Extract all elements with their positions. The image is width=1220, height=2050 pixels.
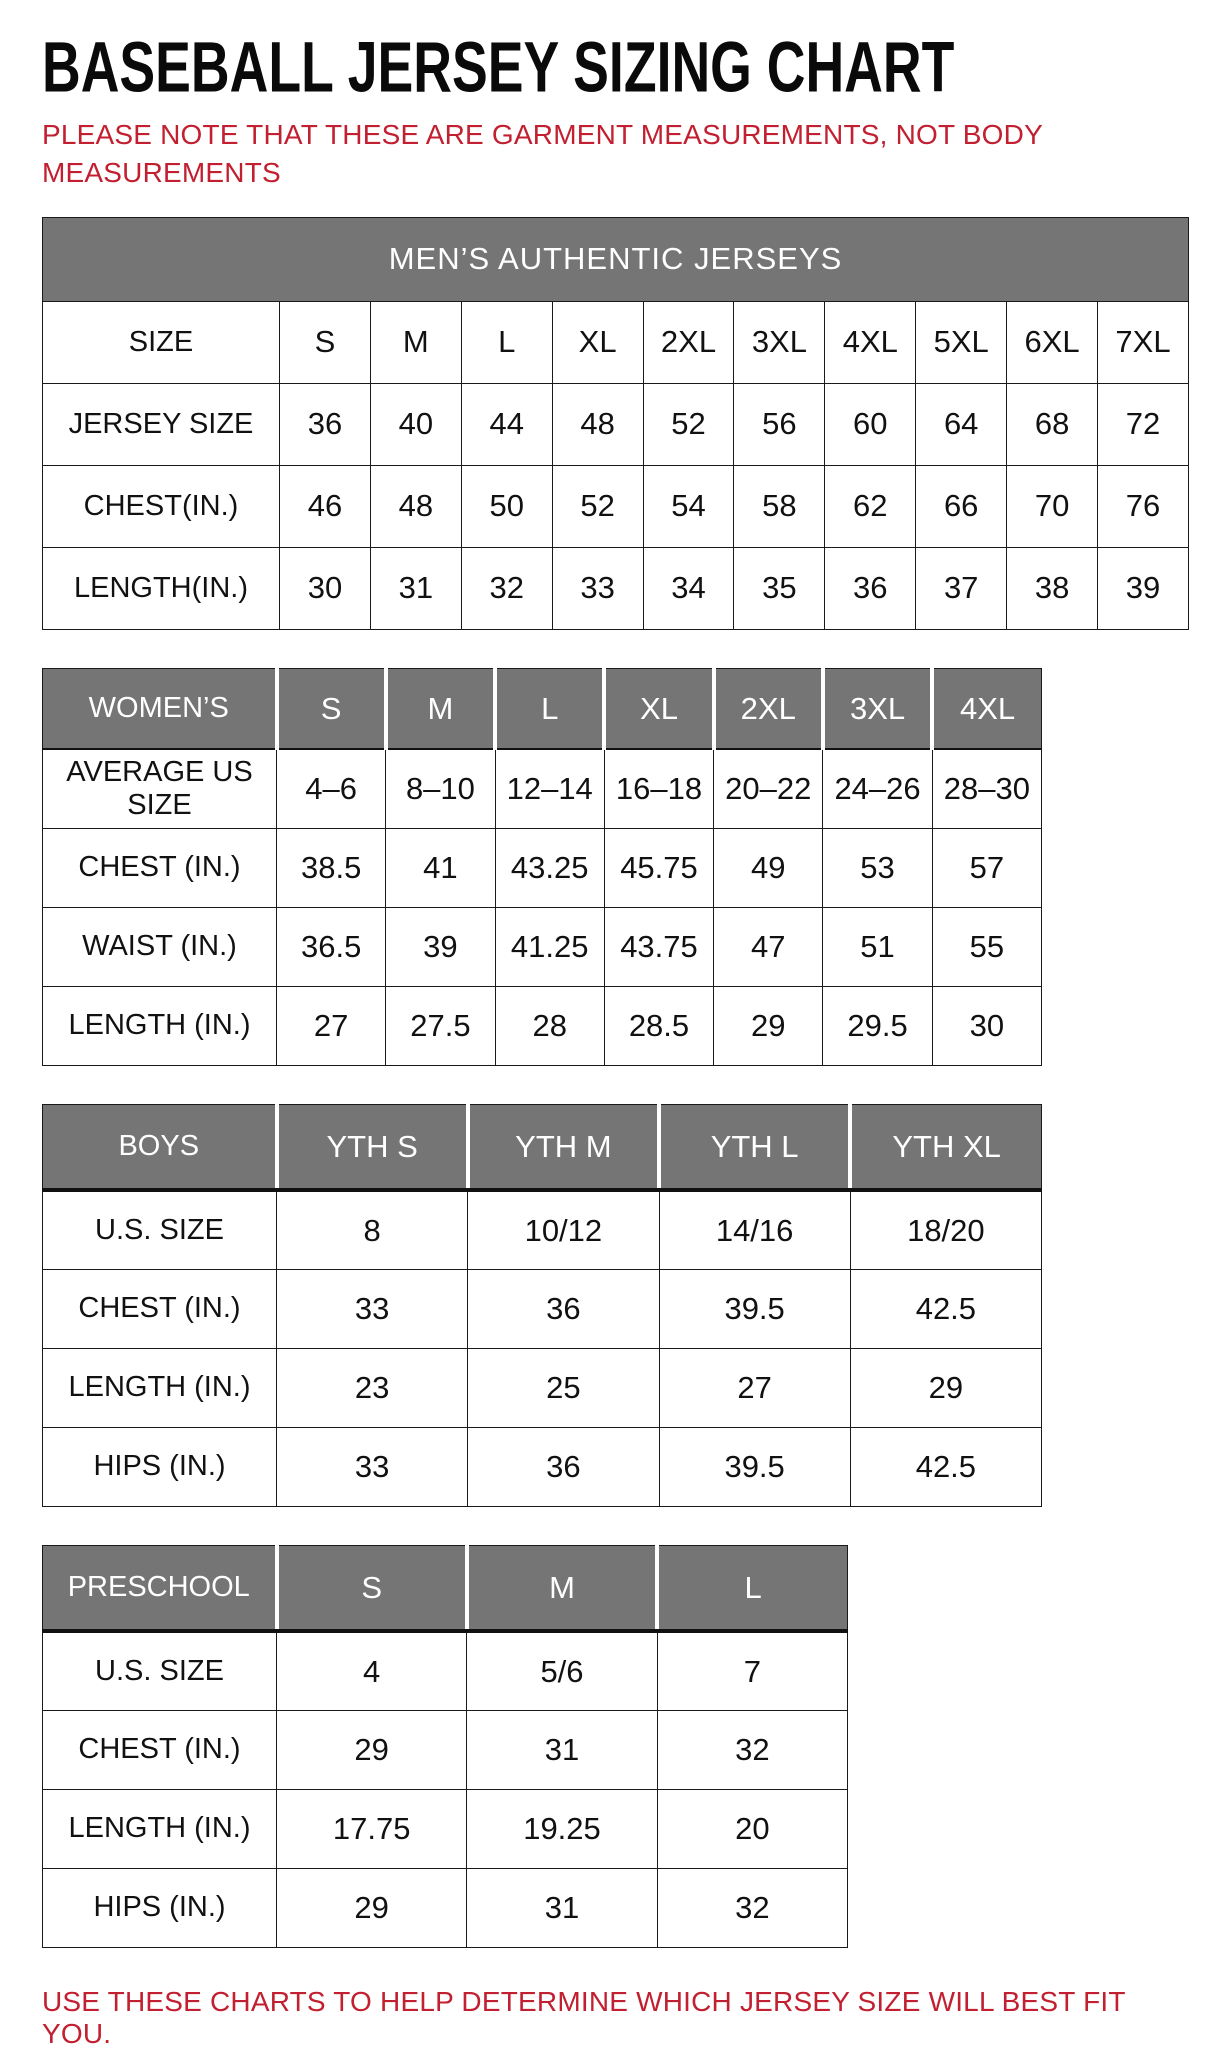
boys-size-table [42, 1104, 1042, 1507]
row-label: JERSEY SIZE [43, 383, 280, 465]
column-header: S [277, 1545, 467, 1631]
mens-header-row [43, 301, 1189, 383]
row-label: CHEST(IN.) [43, 465, 280, 547]
value-cell: 25 [468, 1348, 659, 1427]
value-cell: 45.75 [604, 828, 713, 907]
table-row [43, 1348, 1042, 1427]
table-row [43, 465, 1189, 547]
column-header: M [386, 668, 495, 749]
column-header: 2XL [643, 301, 734, 383]
value-cell: 56 [734, 383, 825, 465]
value-cell: 8 [277, 1190, 468, 1269]
value-cell: 27 [659, 1348, 850, 1427]
row-label: HIPS (IN.) [43, 1868, 277, 1947]
footer-note: USE THESE CHARTS TO HELP DETERMINE WHICH JERSEY SIZE WILL BEST FIT YOU. [42, 1985, 1126, 2049]
row-label: CHEST (IN.) [43, 1710, 277, 1789]
value-cell: 41.25 [495, 907, 604, 986]
value-cell: 60 [825, 383, 916, 465]
value-cell: 33 [277, 1427, 468, 1506]
column-header: WOMEN’S [43, 668, 277, 749]
value-cell: 31 [467, 1868, 657, 1947]
value-cell: 42.5 [850, 1269, 1041, 1348]
row-label: WAIST (IN.) [43, 907, 277, 986]
value-cell: 58 [734, 465, 825, 547]
table-row [43, 907, 1042, 986]
value-cell: 20 [657, 1789, 847, 1868]
column-header: YTH S [277, 1104, 468, 1190]
row-label: HIPS (IN.) [43, 1427, 277, 1506]
column-header: 6XL [1007, 301, 1098, 383]
value-cell: 64 [916, 383, 1007, 465]
mens-banner-title: MEN’S AUTHENTIC JERSEYS [43, 217, 1189, 301]
womens-size-table [42, 668, 1042, 1066]
value-cell: 34 [643, 547, 734, 629]
value-cell: 29 [277, 1710, 467, 1789]
value-cell: 23 [277, 1348, 468, 1427]
preschool-header-row [43, 1545, 848, 1631]
column-header: 3XL [823, 668, 932, 749]
value-cell: 28 [495, 986, 604, 1065]
table-row [43, 749, 1042, 828]
table-row [43, 1427, 1042, 1506]
column-header: 3XL [734, 301, 825, 383]
preschool-size-table [42, 1545, 848, 1948]
column-header: PRESCHOOL [43, 1545, 277, 1631]
column-header: XL [604, 668, 713, 749]
column-header: BOYS [43, 1104, 277, 1190]
column-header: S [277, 668, 386, 749]
value-cell: 32 [657, 1710, 847, 1789]
value-cell: 70 [1007, 465, 1098, 547]
value-cell: 7 [657, 1631, 847, 1710]
value-cell: 38 [1007, 547, 1098, 629]
value-cell: 18/20 [850, 1190, 1041, 1269]
column-header: YTH M [468, 1104, 659, 1190]
value-cell: 57 [932, 828, 1041, 907]
page-title: BASEBALL JERSEY SIZING CHART [42, 27, 955, 108]
value-cell: 52 [552, 465, 643, 547]
value-cell: 32 [657, 1868, 847, 1947]
value-cell: 66 [916, 465, 1007, 547]
value-cell: 29.5 [823, 986, 932, 1065]
value-cell: 30 [932, 986, 1041, 1065]
value-cell: 76 [1098, 465, 1189, 547]
value-cell: 43.25 [495, 828, 604, 907]
table-row [43, 986, 1042, 1065]
row-label: LENGTH (IN.) [43, 986, 277, 1065]
table-row [43, 1789, 848, 1868]
table-row [43, 1868, 848, 1947]
table-row [43, 1631, 848, 1710]
value-cell: 4–6 [277, 749, 386, 828]
value-cell: 62 [825, 465, 916, 547]
value-cell: 29 [850, 1348, 1041, 1427]
value-cell: 39 [386, 907, 495, 986]
value-cell: 72 [1098, 383, 1189, 465]
size-tables-container [42, 217, 1194, 1948]
value-cell: 12–14 [495, 749, 604, 828]
row-label: CHEST (IN.) [43, 1269, 277, 1348]
value-cell: 36 [468, 1269, 659, 1348]
column-header: L [461, 301, 552, 383]
value-cell: 14/16 [659, 1190, 850, 1269]
row-label: U.S. SIZE [43, 1190, 277, 1269]
value-cell: 36 [825, 547, 916, 629]
value-cell: 39.5 [659, 1269, 850, 1348]
mens-size-table [42, 217, 1189, 630]
value-cell: 44 [461, 383, 552, 465]
table-row [43, 1269, 1042, 1348]
column-header: YTH XL [850, 1104, 1041, 1190]
value-cell: 8–10 [386, 749, 495, 828]
value-cell: 47 [714, 907, 823, 986]
value-cell: 37 [916, 547, 1007, 629]
womens-header-row [43, 668, 1042, 749]
value-cell: 54 [643, 465, 734, 547]
value-cell: 42.5 [850, 1427, 1041, 1506]
value-cell: 10/12 [468, 1190, 659, 1269]
table-row [43, 1190, 1042, 1269]
value-cell: 19.25 [467, 1789, 657, 1868]
row-label: U.S. SIZE [43, 1631, 277, 1710]
value-cell: 36 [280, 383, 371, 465]
column-header: L [657, 1545, 847, 1631]
value-cell: 50 [461, 465, 552, 547]
value-cell: 40 [370, 383, 461, 465]
column-header: 4XL [932, 668, 1041, 749]
column-header: 7XL [1098, 301, 1189, 383]
value-cell: 28.5 [604, 986, 713, 1065]
table-row [43, 828, 1042, 907]
value-cell: 49 [714, 828, 823, 907]
value-cell: 27 [277, 986, 386, 1065]
column-header: XL [552, 301, 643, 383]
note-line-1: PLEASE NOTE THAT THESE ARE GARMENT MEASUREMENTS, NOT BODY [42, 119, 1043, 151]
value-cell: 33 [552, 547, 643, 629]
column-header: YTH L [659, 1104, 850, 1190]
value-cell: 68 [1007, 383, 1098, 465]
value-cell: 39.5 [659, 1427, 850, 1506]
boys-header-row [43, 1104, 1042, 1190]
column-header: L [495, 668, 604, 749]
value-cell: 31 [370, 547, 461, 629]
value-cell: 31 [467, 1710, 657, 1789]
value-cell: 36.5 [277, 907, 386, 986]
value-cell: 35 [734, 547, 825, 629]
column-header: 5XL [916, 301, 1007, 383]
value-cell: 27.5 [386, 986, 495, 1065]
value-cell: 4 [277, 1631, 467, 1710]
value-cell: 52 [643, 383, 734, 465]
value-cell: 55 [932, 907, 1041, 986]
column-header: M [370, 301, 461, 383]
value-cell: 48 [370, 465, 461, 547]
column-header: M [467, 1545, 657, 1631]
note-line-2: MEASUREMENTS [42, 156, 281, 188]
value-cell: 29 [277, 1868, 467, 1947]
value-cell: 43.75 [604, 907, 713, 986]
value-cell: 20–22 [714, 749, 823, 828]
value-cell: 30 [280, 547, 371, 629]
table-row [43, 383, 1189, 465]
column-header: S [280, 301, 371, 383]
value-cell: 17.75 [277, 1789, 467, 1868]
value-cell: 51 [823, 907, 932, 986]
value-cell: 5/6 [467, 1631, 657, 1710]
table-row [43, 547, 1189, 629]
value-cell: 46 [280, 465, 371, 547]
value-cell: 39 [1098, 547, 1189, 629]
mens-banner-row [43, 217, 1189, 301]
row-label: AVERAGE US SIZE [43, 749, 277, 828]
row-label: LENGTH (IN.) [43, 1789, 277, 1868]
column-header: 2XL [714, 668, 823, 749]
value-cell: 53 [823, 828, 932, 907]
column-header: SIZE [43, 301, 280, 383]
row-label: LENGTH (IN.) [43, 1348, 277, 1427]
value-cell: 16–18 [604, 749, 713, 828]
value-cell: 33 [277, 1269, 468, 1348]
garment-measurements-note [42, 116, 1194, 190]
value-cell: 41 [386, 828, 495, 907]
row-label: CHEST (IN.) [43, 828, 277, 907]
column-header: 4XL [825, 301, 916, 383]
value-cell: 28–30 [932, 749, 1041, 828]
value-cell: 24–26 [823, 749, 932, 828]
value-cell: 32 [461, 547, 552, 629]
table-row [43, 1710, 848, 1789]
value-cell: 48 [552, 383, 643, 465]
value-cell: 29 [714, 986, 823, 1065]
value-cell: 36 [468, 1427, 659, 1506]
value-cell: 38.5 [277, 828, 386, 907]
row-label: LENGTH(IN.) [43, 547, 280, 629]
